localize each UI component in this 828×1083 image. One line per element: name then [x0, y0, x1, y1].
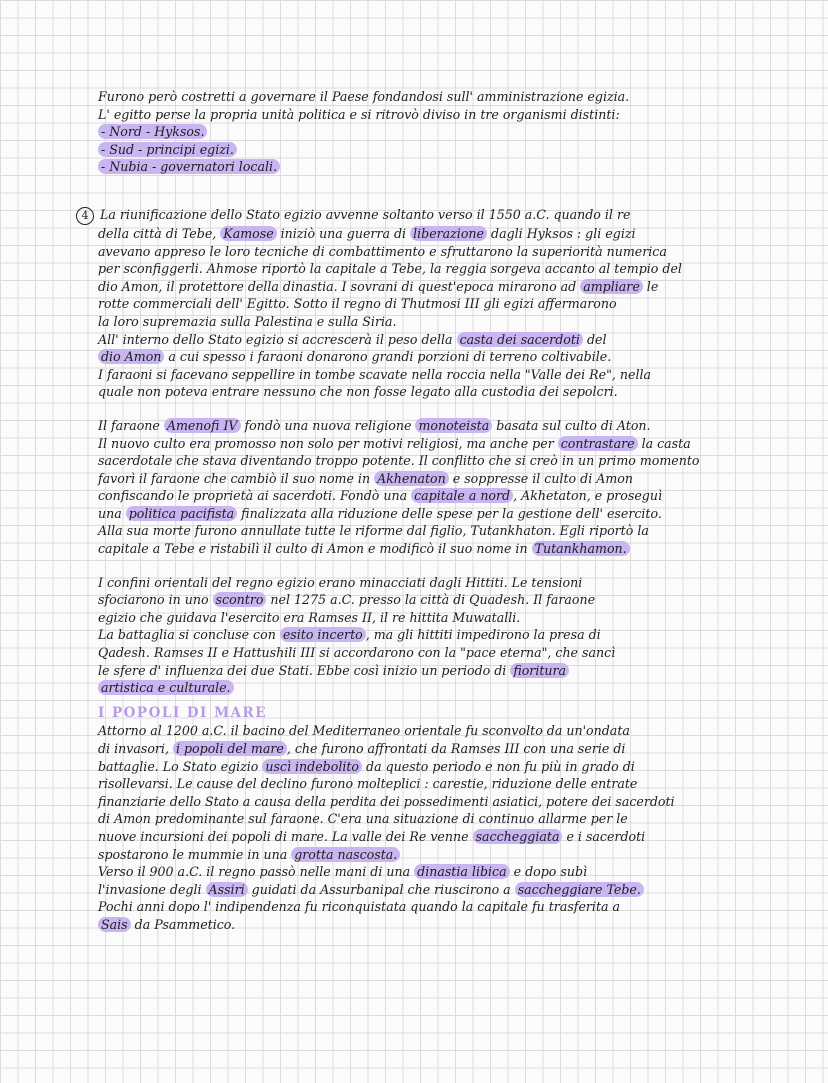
notebook-page — [81, 88, 766, 942]
text-span: da questo periodo e non fu più in grado di — [362, 758, 635, 774]
intro-paragraph — [98, 88, 766, 176]
text-span: , che furono affrontati da Ramses III con una serie di — [286, 741, 626, 756]
highlight: scontro — [213, 592, 267, 607]
highlight: - Sud - principi egizi. — [98, 142, 237, 157]
text-span: Verso il 900 a.C. il regno passò nelle mani di una — [98, 864, 415, 880]
text-span: La battaglia si concluse con — [98, 627, 280, 643]
text-line: avevano appreso le loro tecniche di combattimento e sfruttarono la superiorità numerica — [98, 243, 667, 259]
text-span: una — [98, 505, 126, 521]
text-span: basata sul culto di Aton. — [492, 417, 651, 433]
text-line: quale non poteva entrare nessuno che non fosse legato alla custodia dei sepolcri. — [98, 384, 618, 400]
text-span: di invasori, — [98, 741, 173, 756]
text-span: nel 1275 a.C. presso la città di Quadesh. Il faraone — [266, 592, 596, 608]
text-span: dio Amon, il protettore della dinastia. I sovrani di quest'epoca mirarono ad — [98, 278, 581, 294]
text-span: da Psammetico. — [130, 916, 236, 932]
highlight: Sais — [98, 917, 131, 932]
highlight: dio Amon — [98, 349, 164, 364]
text-span: battaglie. Lo Stato egizio — [98, 758, 263, 774]
section-4-paragraph-3 — [98, 574, 766, 697]
text-span: capitale a Tebe e ristabilì il culto di Amon e modificò il suo nome in — [98, 541, 532, 557]
text-span: l'invasione degli — [98, 881, 206, 897]
text-line — [98, 225, 766, 243]
highlight: contrastare — [558, 436, 638, 451]
text-line — [98, 740, 766, 758]
popoli-section — [98, 705, 766, 934]
text-line — [98, 417, 766, 435]
text-line — [98, 863, 766, 881]
text-span: , Akhetaton, e proseguì — [513, 488, 662, 504]
text-line — [98, 435, 766, 453]
text-span: e soppresse il culto di Amon — [448, 470, 633, 486]
section-4-paragraph-1 — [81, 206, 766, 401]
text-line — [98, 828, 766, 846]
text-line — [98, 505, 766, 523]
text-span: e i sacerdoti — [562, 828, 646, 844]
highlight: - Nubia - governatori locali. — [98, 159, 280, 174]
highlight: Tutankhamon. — [532, 541, 630, 556]
text-span: La riunificazione dello Stato egizio avvenne soltanto verso il 1550 a.C. quando il re — [100, 206, 631, 222]
text-line — [98, 662, 766, 680]
list-item — [98, 158, 766, 176]
text-line: Attorno al 1200 a.C. il bacino del Mediterraneo orientale fu sconvolto da un'ondata — [98, 723, 630, 739]
highlight: liberazione — [410, 226, 487, 241]
text-line — [98, 540, 766, 558]
highlight: dinastia libica — [414, 864, 509, 879]
text-line — [98, 846, 766, 864]
highlight: saccheggiare Tebe. — [515, 882, 644, 897]
highlight: - Nord - Hyksos. — [98, 124, 207, 139]
text-line — [98, 470, 766, 488]
text-line — [98, 348, 766, 366]
text-span: guidati da Assurbanipal che riuscirono a — [247, 881, 515, 897]
text-line: I faraoni si facevano seppellire in tombe scavate nella roccia nella "Valle dei Re", nella — [98, 366, 652, 382]
text-line — [98, 881, 766, 899]
text-span: le sfere d' influenza dei due Stati. Ebbe così inizio un periodo di — [98, 662, 511, 678]
text-span: All' interno dello Stato egizio si accrescerà il peso della — [98, 331, 457, 347]
text-line: L' egitto perse la propria unità politica e si ritrovò diviso in tre organismi distinti: — [98, 106, 620, 122]
highlight: saccheggiata — [473, 829, 563, 844]
highlight: fioritura — [510, 663, 569, 678]
text-line — [98, 331, 766, 349]
list-item — [98, 123, 766, 141]
text-line — [98, 278, 766, 296]
text-span: spostarono le mummie in una — [98, 846, 292, 862]
text-span: favorì il faraone che cambiò il suo nome in — [98, 470, 375, 486]
text-line: per sconfiggerli. Ahmose riportò la capitale a Tebe, la reggia sorgeva accanto al tempio del — [98, 261, 682, 277]
section-number: 4 — [76, 207, 94, 225]
text-line: risollevarsi. Le cause del declino furono molteplici : carestie, riduzione delle entrate — [98, 776, 638, 792]
text-span: le — [642, 278, 659, 294]
text-span: Il nuovo culto era promosso non solo per motivi religiosi, ma anche per — [98, 435, 558, 451]
text-span: a cui spesso i faraoni donarono grandi porzioni di terreno coltivabile. — [164, 349, 612, 365]
highlight: Kamose — [220, 226, 276, 241]
text-line: rotte commerciali dell' Egitto. Sotto il regno di Thutmosi III gli egizi affermarono — [98, 296, 617, 312]
text-line: egizio che guidava l'esercito era Ramses II, il re hittita Muwatalli. — [98, 609, 521, 625]
text-line: di Amon predominante sul faraone. C'era una situazione di continuo allarme per le — [98, 811, 628, 827]
text-span: della città di Tebe, — [98, 225, 221, 241]
text-span: Il faraone — [98, 417, 164, 433]
text-span: iniziò una guerra di — [276, 225, 411, 241]
highlight: Assiri — [206, 882, 248, 897]
highlight: esito incerto — [280, 627, 366, 642]
highlight: i popoli del mare — [173, 741, 287, 756]
text-span: , ma gli hittiti impedirono la presa di — [365, 627, 601, 643]
text-line: la loro supremazia sulla Palestina e sulla Siria. — [98, 313, 397, 329]
highlight: uscì indebolito — [262, 759, 362, 774]
text-line: sacerdotale che stava diventando troppo potente. Il conflitto che si creò in un primo momento — [98, 453, 700, 469]
highlight: politica pacifista — [126, 506, 237, 521]
text-span: nuove incursioni dei popoli di mare. La valle dei Re venne — [98, 828, 473, 844]
highlight: Akhenaton — [374, 471, 449, 486]
highlight: monoteista — [415, 418, 492, 433]
highlight: casta dei sacerdoti — [457, 332, 583, 347]
text-line: finanziarie dello Stato a causa della perdita dei possedimenti asiatici, potere dei sacerdoti — [98, 793, 675, 809]
text-line — [81, 206, 766, 225]
text-line — [98, 758, 766, 776]
text-line — [98, 487, 766, 505]
section-4-paragraph-2 — [98, 417, 766, 558]
highlight: ampliare — [580, 279, 643, 294]
text-span: dagli Hyksos : gli egizi — [487, 225, 636, 241]
text-line — [98, 626, 766, 644]
text-line — [98, 591, 766, 609]
text-line: I confini orientali del regno egizio erano minacciati dagli Hittiti. Le tensioni — [98, 574, 583, 590]
highlight: artistica e culturale. — [98, 680, 234, 695]
text-line — [98, 916, 766, 934]
text-span: confiscando le proprietà ai sacerdoti. Fondò una — [98, 488, 412, 504]
text-span: fondò una nuova religione — [240, 417, 416, 433]
text-span: sfociarono in uno — [98, 592, 213, 608]
text-line: Furono però costretti a governare il Paese fondandosi sull' amministrazione egizia. — [98, 89, 630, 104]
text-span: finalizzata alla riduzione delle spese per la gestione dell' esercito. — [237, 505, 662, 521]
highlight: grotta nascosta. — [291, 847, 400, 862]
text-span: del — [582, 331, 607, 347]
section-heading: I POPOLI DI MARE — [98, 704, 267, 721]
text-span: e dopo subì — [509, 864, 588, 880]
text-line — [98, 679, 766, 697]
text-line: Qadesh. Ramses II e Hattushili III si accordarono con la "pace eterna", che sancì — [98, 645, 616, 661]
text-span: la casta — [637, 435, 691, 451]
list-item — [98, 141, 766, 159]
highlight: capitale a nord — [411, 488, 513, 503]
highlight: Amenofi IV — [164, 418, 241, 433]
text-line: Pochi anni dopo l' indipendenza fu riconquistata quando la capitale fu trasferita a — [98, 899, 621, 915]
text-line: Alla sua morte furono annullate tutte le riforme dal figlio, Tutankhaton. Egli riportò la — [98, 523, 649, 539]
